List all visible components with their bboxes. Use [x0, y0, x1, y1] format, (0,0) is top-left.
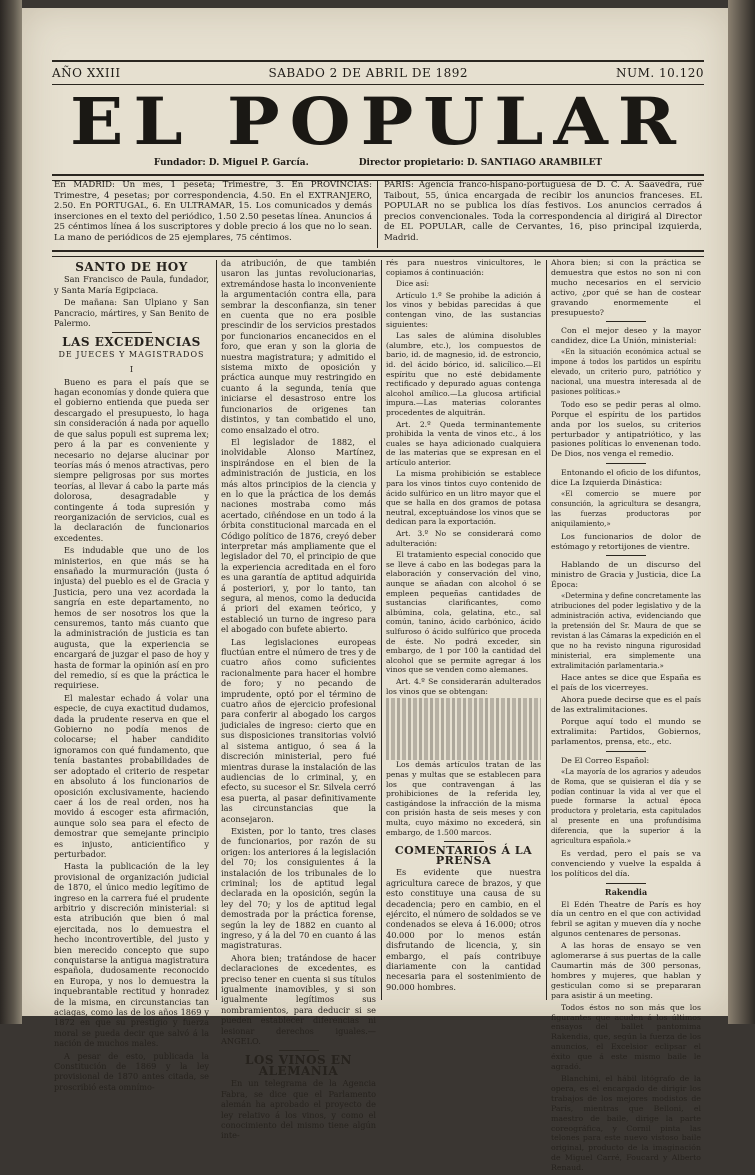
quote: «La mayoría de los agrarios y adeudos de Roma, que se quisieran el día y se podían continuar la vida al ver que el puede formarse la actual época productora y proletaria, esta capitulados al presente en una profundísima diferencia, que la superior á la agricultura española.»: [551, 767, 701, 846]
paragraph: Blanchini, el hábil litógrafo de la opera, es el encargado de dirigir los trabajos de los mejores modistos de París, mientras que Belloni, el maestro de baile, dirige la parte coreográfica, y Cornil pinta las telones para este nuevo vistoso baile original, producto de la imaginación de Miguel Carré, Foucard y Alberto Renaud.: [551, 1073, 701, 1173]
paragraph: Hace antes se dice que España es el país de los vicerreyes.: [551, 673, 701, 693]
paragraph: De El Correo Español:: [561, 755, 650, 765]
faded-text-line: [386, 709, 541, 719]
column-2: [221, 258, 376, 1143]
paragraph: Los demás artículos tratan de las penas y multas que se establecen para los que contravengan á las prohibiciones de la referida ley, castigándose la infracción de la misma con prisión hasta de seis meses y con multa, cuyo máximo no excederá, sin embargo, de 1.500 marcos.: [386, 760, 541, 837]
paragraph: La misma prohibición se establece para los vinos tintos cuyo contenido de ácido sulfúrico en un litro mayor que el que se halla en dos gramos de potasa neutral, exceptuándose los vinos que se dedican para la exportación.: [386, 469, 541, 527]
divider: [606, 751, 646, 752]
paragraph: El tratamiento especial conocido que se lleve á cabo en las bodegas para la elaboración y conservación del vino, aunque se añadan con alcohol ó se empleen pequeñas cantidades de sustancias clarificantes, como albúmina, cola, gelatina, etc., sal común, tanino, ácido carbónico, ácido sulfuroso ó ácido sulfúrico que proceda de éste. No podrá exceder, sin embargo, de 1 por 100 la cantidad del alcohol que se permite agregar á los vinos que se venden como alemanes.: [386, 550, 541, 675]
faded-text-line: [386, 750, 541, 760]
paris-agency-info: PARIS: Agencia franco-hispano-portuguesa de D. C. A. Saavedra, rue Taibout, 55, única encargada de recibir los anuncios franceses. EL POPULAR no se publica los días festivos. Los anuncios cerrados á precios convencionales. Toda la correspondencia al dirigirá al Director de EL POPULAR, calle de Cervantes, 16, piso principal izquierda, Madrid.: [384, 180, 702, 243]
divider: [606, 883, 646, 884]
quote: «Determina y define concretamente las atribuciones del poder legislativo y de la administración activa, evidenciando que la pretensión del Sr. Maura de que se revistan á las Cámaras la expedición en el que no ha revisto ninguna rigurosidad ministerial, era simplemente una extralimitación parlamentaria.»: [551, 592, 701, 670]
paragraph: Porque aquí todo el mundo se extralimita: Partidos, Gobiernos, parlamentos, prensa, etc., etc.: [551, 717, 701, 746]
paragraph: A las horas de ensayo se ven aglomerarse á sus puertas de la calle Caumartin más de 300 personas, hombres y mujeres, que hablan y gesticulan como si se prepararan para asistir á un meeting.: [551, 941, 701, 1000]
faded-text-line: [386, 740, 541, 750]
paragraph: Art. 4.º Se considerarán adulterados los vinos que se obtengan:: [386, 676, 541, 696]
paragraph: Ahora bien; si con la práctica se demuestra que estos no son ni con mucho necesarios en el servicio activo, ¿por qué se han de costear gravando enormemente el presupuesto?: [551, 258, 701, 317]
santo-text-2: De mañana: San Ulpiano y San Pancracio, mártires, y San Benito de Palermo.: [54, 297, 209, 329]
column-3: [386, 258, 541, 994]
paragraph: Todo eso se pedir peras al olmo. Porque el espíritu de los partidos anda por los suelos, su criterios perturbador y antipatriótico, y las pasiones políticas lo envenenan todo. De Dios, nos venga el remedio.: [551, 399, 701, 459]
newspaper-page: [22, 8, 728, 1173]
founders-line: [52, 158, 704, 174]
paragraph: El legislador de 1882, el inolvidable Alonso Martínez, inspirándose en el bien de la administración de justicia, en los más altos principios de la ciencia y en lo que la práctica de los demás naciones mostraba como más acertado, ciñéndose en un todo á la órbita constitucional marcada en el Código político de 1876, creyó deber interpretar más ampliamente que el legislador del 70, el principio de que la experiencia acreditada en el foro es una garantía de aptitud adquirida á posteriori, y, por lo tanto, tan segura, al menos, como la deducida á priori del examen teórico, y estableció un turno de ingreso para el abogado con bufete abierto.: [221, 436, 376, 635]
divider: [444, 841, 484, 842]
paragraph: En un telegrama de la Agencia Fabra, se dice que el Parlamento alemán ha aprobado el proyecto de ley relativo á los vinos, y como el conocimiento del mismo tiene algún inte-: [221, 1078, 376, 1141]
body-rule: [52, 250, 704, 257]
wine-heading: LOS VINOS EN ALEMANIA: [244, 1053, 353, 1078]
masthead-title: EL POPULAR: [70, 83, 686, 160]
divider: [606, 463, 646, 464]
director-label: Director propietario: D. SANTIAGO ARAMBILET: [358, 158, 603, 168]
column-separator: [216, 260, 217, 1000]
faded-text-line: [386, 729, 541, 739]
divider: [606, 321, 646, 322]
dateline: [52, 60, 704, 85]
paragraph: Todos éstos no son más que los figurantes que acuden á los últimos ensayos del ballet pantomima Rakendia, que, según la fuerza de los anuncios, el Excelsior eclipsar el éxito que á este mismo baile le agradó.: [551, 1002, 701, 1072]
section-numeral: I: [129, 364, 134, 375]
book-spine: [0, 0, 22, 1024]
column-separator: [381, 260, 382, 1000]
paragraph: Art. 2.º Queda terminantemente prohibida la venta de vinos etc., á los cuales se haya adicionado cualquiera de las materias que se expresan en el artículo anterior.: [386, 419, 541, 467]
paragraph: Dice así:: [396, 279, 430, 289]
paragraph: Hasta la publicación de la ley provisional de organización judicial de 1870, el único medio legítimo de ingreso en la carrera fué el prudente arbitrio y discreción ministerial: si esta atribución que bien ó mal ejercitada, nos lo demuestra el hecho incontrovertible, del justo y bien merecido concepto que supo conquistarse la antigua magistratura española, dudosamente reconocido en Europa, y nos lo demuestra la inquebrantable rectitud y honradez de la misma, en circunstancias tan aciagas, como las de los años 1869 y 1872 en que su prestigio y fuerza moral se pueda decir que salvó á la nación de muchos males.: [54, 861, 209, 1049]
column-1: [54, 258, 209, 1094]
paragraph: Bueno es para el país que se hagan economías y donde quiera que el gobierno entienda que pueda ser descargado el presupuesto, lo haga sin consideración á nada por aquello de que salus populi est suprema lex; pero á la par es conveniente y necesario no dejarse alucinar por teorías más ó menos atractivas, pero siempre peligrosas por sus mortes teorías, al llevar á cabo la parte más dolorosa, desagradable y contingente á toda supresión y reorganización de servicios, cual es la declaración de funcionarios excedentes.: [54, 376, 209, 543]
founder-label: Fundador: D. Miguel P. García.: [153, 158, 309, 168]
paragraph: Art. 3.º No se considerará como adulteración:: [386, 529, 541, 548]
paragraph: Existen, por lo tanto, tres clases de funcionarios, por razón de su origen: los anteriores á la legislación del 70; los consiguientes á la instalación de los tribunales de lo criminal; los de aptitud legal declarada en la oposición, según la ley del 70; y los de aptitud legal demostrada por la práctica forense, según la ley de 1882 en cuanto al ingreso, y á la del 70 en cuanto á las magistraturas.: [221, 825, 376, 951]
quote: «En la situación económica actual se impone á todos los partidos un espíritu elevado, un criterio puro, patriótico y nacional, una muestra interesada al de pasiones políticas.»: [551, 348, 701, 396]
santo-text: San Francisco de Paula, fundador, y Santa María Egipciaca.: [54, 274, 209, 295]
paragraph: El malestar echado á volar una especie, de cuya exactitud dudamos, dada la prudente reserva en que el Gobierno no podía menos de colocarse; el haber candidito ignoramos con qué fundamento, que tenía bastantes probabilidades de ser adoptado el criterio de respetar en absoluto á los funcionarios de oposición exclusivamente, haciendo caer á los de real orden, nos ha movido á escoger esta afirmación, aunque solo sea para el efecto de demostrar que semejante principio es injusto, anticientífico y perturbador.: [54, 692, 209, 859]
paragraph: Ahora puede decirse que es el país de las extralimitaciones.: [551, 695, 701, 715]
paragraph: Ahora bien; tratándose de hacer declaraciones de excedentes, es preciso tener en cuenta si sus títulos igualmente inamovibles, y si son igualmente legítimos sus nombramientos, para deducir si se pueden establecer diferencias ni lesionar derechos iguales.—ANGELO.: [221, 952, 376, 1047]
subs-separator: [377, 180, 378, 248]
number-label: NUM. 10.120: [615, 66, 704, 80]
faded-text-line: [386, 719, 541, 729]
quote: «El comercio se muere por consunción, la agricultura se desangra, las fuerzas productoras por aniquilamiento,»: [551, 490, 701, 528]
paragraph: rés para nuestros vinicultores, le copiamos á continuación:: [386, 258, 541, 277]
paragraph: Con el mejor deseo y la mayor candidez, dice La Unión, ministerial:: [551, 326, 701, 346]
rakendia-heading: Rakendia: [604, 886, 648, 897]
paragraph: Artículo 1.º Se prohibe la adición á los vinos y bebidas parecidas á que contengan vino, de las sustancias siguientes:: [386, 290, 541, 329]
faded-text-line: [386, 698, 541, 708]
press-heading: COMENTARIOS Á LA PRENSA: [394, 844, 533, 867]
article-subheading: DE JUECES Y MAGISTRADOS: [58, 349, 205, 359]
article-heading: LAS EXCEDENCIAS: [62, 335, 201, 350]
paragraph: El Edén Theatre de París es hoy día un centro en el que con actividad febril se agitan y mueven día y noche algunos centenares de personas.: [551, 899, 701, 939]
paragraph: Es evidente que nuestra agricultura carece de brazos, y que esto constituye una causa de su decadencia; pero en cambio, en el ejército, el número de soldados se ve condenados se eleva á 16.000; otros 40.000 por lo menos están disfrutando de licencia, y, sin embargo, el país contribuye diariamente con la cantidad necesaria para el sostenimiento de 90.000 hombres.: [386, 867, 541, 992]
divider: [606, 555, 646, 556]
subscription-info: En MADRID: Un mes, 1 peseta; Trimestre, 3. En PROVINCIAS: Trimestre, 4 pesetas; por correspondencia, 4.50. En el EXTRANJERO, 2.50. En PORTUGAL, 6. En ULTRAMAR, 15. Los comunicados y demás inserciones en el texto del periódico, 1.50 2.50 pesetas línea. Anuncios á 25 céntimos línea á los suscriptores y doble precio á los que no lo sean. La mano de periódicos de 25 ejemplares, 75 céntimos.: [54, 180, 372, 243]
santo-heading: SANTO DE HOY: [75, 260, 188, 274]
paragraph: Es verdad, pero el país se va convenciendo y vuelve la espalda á los políticos del día.: [551, 848, 701, 878]
paragraph: da atribución, de que también usaron las juntas revolucionarias, extremándose hasta lo inconveniente la argumentación contra ella, para sembrar la desconfianza, sin tener en cuenta que no era posible prescindir de los servicios prestados por funcionarios encanecidos en el foro, que eran y son la gloria de nuestra magistratura; y admitido el sistema mixto de oposición y práctica aunque muy restringido en cuanto á la segunda, tenía que iniciarse el desastroso entre los funcionarios de origenes tan distintos, y tan combatido el uno, como ensalzado el otro.: [221, 258, 376, 435]
page-edge: [728, 0, 755, 1024]
paragraph: Hablando de un discurso del ministro de Gracia y Justicia, dice La Época:: [551, 560, 701, 590]
column-separator: [546, 260, 547, 1000]
column-4: [551, 258, 701, 1175]
paragraph: Es indudable que uno de los ministerios, en que más se ha ensañado la murmuración (justa ó injusta) del pueblo es el de Gracia y Justicia, pero una vez acordada la sangría en este departamento, no hemos de ser nosotros los que la censuremos, tanto más cuanto que la administración de justicia es tan augusta, que la experiencia se encargará de juzgar el paso de hoy y hasta de formar la opinión así en pro del remedio, sí es que la práctica le requiriese.: [54, 545, 209, 691]
date-label: SABADO 2 DE ABRIL DE 1892: [268, 66, 469, 80]
paragraph: Entonando el oficio de los difuntos, dice La Izquierda Dinástica:: [551, 468, 701, 488]
divider: [279, 1050, 319, 1051]
year-label: AÑO XXIII: [52, 66, 121, 80]
paragraph: Las legislaciones europeas fluctúan entre el número de tres y de cuatro años como suficientes racionalmente para hacer el hombre de foro; y no pecando de imprudente, optó por el término de cuatro años de ejercicio profesional para conferir al abogado los cargos judiciales de ingreso: cierto que en sus disposiciones transitorias volvió al sistema antiguo, ó sea á la discreción ministerial, pero fué mientras durase la instalación de las audiencias de lo criminal, y, en efecto, su sucesor el Sr. Silvela cerró esa puerta, al pasar definitivamente las circunstancias que la aconsejaron.: [221, 636, 376, 824]
paragraph: Las sales de alúmina disolubles (alumbre, etc.), los compuestos de bario, id. de magnesio, id. de estroncio, id. del ácido bórico, id. salicílico.—El espíritu que no esté debidamente rectificado y depurado aguas contenga alcohol amílico.—La glucosa artificial impura.—Las materias colorantes procedentes de alquitrán.: [386, 331, 541, 417]
divider: [112, 332, 152, 333]
paragraph: A pesar de esto, publicada la Constitución de 1869 y la ley provisional de 1870 antes citada, se proscribió esta omnímo-: [54, 1050, 209, 1092]
paragraph: Los funcionarios de dolor de estómago y retortijones de vientre.: [551, 531, 701, 551]
